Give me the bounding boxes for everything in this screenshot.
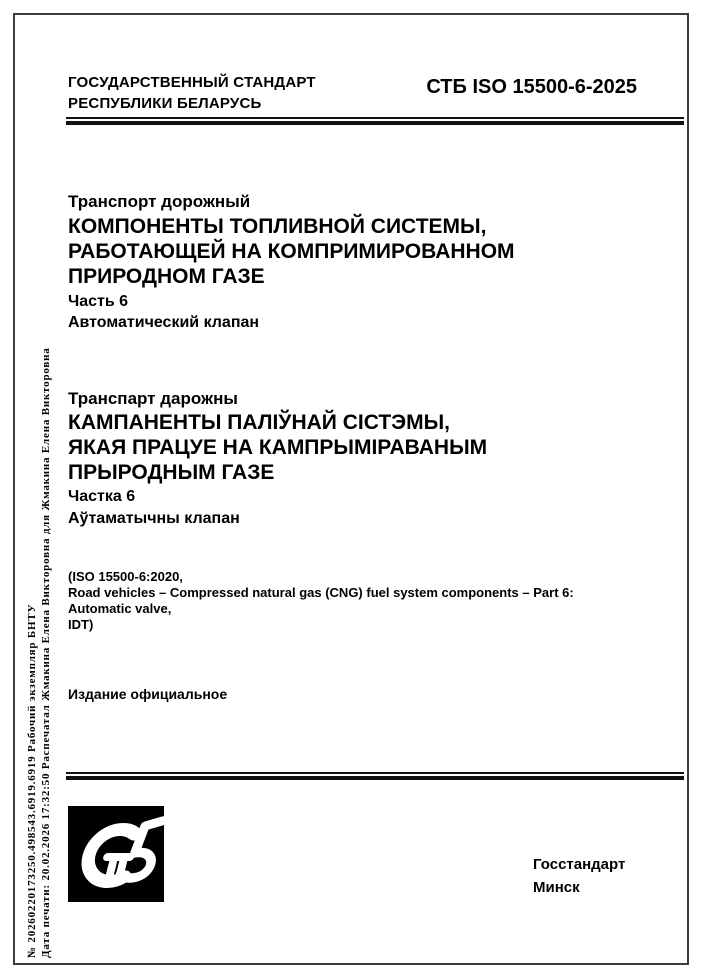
title-be-main: [68, 410, 487, 485]
iso-reference-line2: Road vehicles – Compressed natural gas (CNG) fuel system components – Part 6:: [68, 585, 574, 600]
title-be-group: Транспарт дарожны: [68, 389, 238, 408]
footer-double-rule: [66, 772, 684, 780]
title-ru-main-line1: КОМПОНЕНТЫ ТОПЛИВНОЙ СИСТЕМЫ,: [68, 215, 487, 238]
title-be-main-line1: КАМПАНЕНТЫ ПАЛІЎНАЙ СІСТЭМЫ,: [68, 411, 450, 434]
edition-note: Издание официальное: [68, 686, 228, 702]
org-name-line1: ГОСУДАРСТВЕННЫЙ СТАНДАРТ: [68, 74, 316, 91]
title-ru-group: Транспорт дорожный: [68, 192, 251, 211]
title-be-subtitle: Аўтаматычны клапан: [68, 510, 240, 527]
iso-reference-line3: Automatic valve,: [68, 601, 172, 616]
stb-logo-icon: [68, 806, 164, 902]
iso-reference: [68, 569, 574, 633]
print-info-print-date: Дата печати: 20.02.2026 17:32:50 Распечатал Жмакина Елена Викторовна для Жмакина Елена Викторовна: [40, 347, 52, 958]
title-ru-main-line3: ПРИРОДНОМ ГАЗЕ: [68, 265, 265, 288]
header-double-rule: [66, 117, 684, 125]
title-ru-part: Часть 6: [68, 293, 129, 310]
title-ru-main: [68, 214, 515, 289]
title-be-main-line3: ПРЫРОДНЫМ ГАЗЕ: [68, 461, 275, 484]
title-be-main-line2: ЯКАЯ ПРАЦУЕ НА КАМПРЫМІРАВАНЫМ: [68, 436, 488, 459]
title-ru-main-line2: РАБОТАЮЩЕЙ НА КОМПРИМИРОВАННОМ: [68, 240, 515, 263]
title-be-part: Частка 6: [68, 488, 136, 505]
print-info-watermark: [25, 347, 53, 958]
publisher-city: Минск: [533, 879, 580, 896]
iso-reference-line1: (ISO 15500-6:2020,: [68, 569, 183, 584]
iso-reference-line4: IDT): [68, 617, 94, 632]
standard-designation: СТБ ISO 15500-6-2025: [426, 76, 637, 98]
publisher-name: Госстандарт: [533, 856, 626, 873]
org-name-line2: РЕСПУБЛИКИ БЕЛАРУСЬ: [68, 95, 262, 112]
publisher-block: [533, 853, 625, 899]
standard-org-name: [68, 72, 316, 114]
print-info-copy-number: № 20260220173250.498543.6919.6919 Рабочий экземпляр БНТУ: [26, 603, 38, 958]
title-ru-subtitle: Автоматический клапан: [68, 314, 260, 331]
